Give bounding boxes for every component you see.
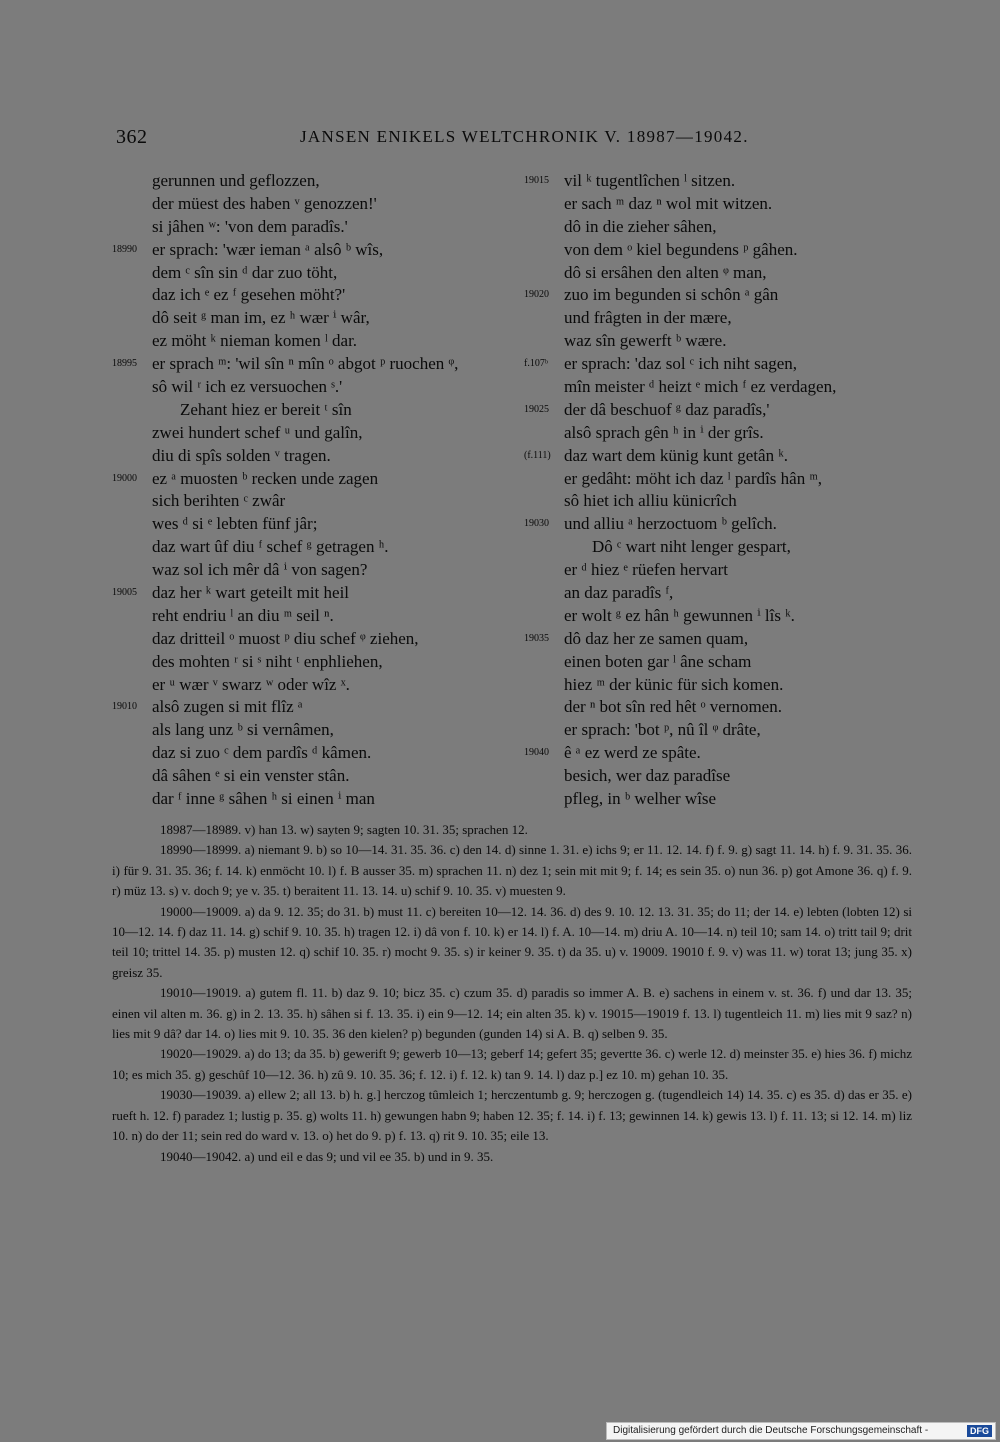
verse-text: pfleg, in ᵇ welher wîse — [564, 789, 717, 809]
dfg-logo: DFG — [967, 1425, 992, 1437]
line-number: 19015 — [524, 175, 549, 186]
verse-line — [112, 628, 512, 651]
verse-text: als lang unz ᵇ si vernâmen, — [152, 720, 334, 740]
verse-line — [524, 445, 924, 468]
verse-line — [524, 422, 924, 445]
verse-text: zwei hundert schef ᵘ und galîn, — [152, 422, 363, 442]
verse-text: dô in die zieher sâhen, — [564, 216, 717, 236]
verse-text: er sprach: 'bot ᵖ, nû îl ᵠ drâte, — [564, 720, 761, 740]
verse-text: waz sîn gewerft ᵇ wære. — [564, 331, 727, 351]
verse-text: alsô zugen si mit flîz ᵃ — [152, 697, 303, 717]
verse-line — [524, 719, 924, 742]
verse-line — [112, 330, 512, 353]
verse-text: reht endriu ˡ an diu ᵐ seil ⁿ. — [152, 605, 334, 625]
verse-line — [112, 651, 512, 674]
line-number: 19035 — [524, 632, 549, 644]
verse-text: daz si zuo ᶜ dem pardîs ᵈ kâmen. — [152, 743, 372, 763]
note-paragraph: 18987—18989. v) han 13. w) sayten 9; sagten 10. 31. 35; sprachen 12. — [160, 822, 528, 837]
verse-text: daz ich ᵉ ez ᶠ gesehen möht?' — [152, 285, 346, 305]
verse-line — [524, 788, 924, 811]
note-paragraph: 19010—19019. a) gutem fl. 11. b) daz 9. 10; bicz 35. c) czum 35. d) paradis so immer A. B. e) sachens in einem v. st. 36. f) und dar 13. 35; einen vil alten m. 36. g) in 2. 13. 35. h) sâhen si f. 13. 35. i) ein 9—12. 14; ein alten 35. k) v. 19015—19019 f. 13. l) tugentleich 11. m) lies mit 9 saz? n) lies mit 9 dâ? dar 14. o) lies mit 9. 10. 35. 36 den kielen? p) begunden (gunden 14) si A. B. q) selben 9. 35. — [112, 985, 912, 1042]
verse-text: einen boten gar ˡ âne scham — [564, 651, 752, 671]
verse-text: alsô sprach gên ʰ in ⁱ der grîs. — [564, 422, 764, 442]
line-number: f.107ᵇ — [524, 358, 548, 370]
verse-text: zuo im begunden si schôn ᵃ gân — [564, 285, 779, 305]
verse-line — [112, 559, 512, 582]
verse-line — [112, 513, 512, 536]
verse-text: waz sol ich mêr dâ ⁱ von sagen? — [152, 560, 368, 580]
verse-line — [112, 605, 512, 628]
line-number: 18990 — [112, 243, 137, 255]
verse-text: und frâgten in der mære, — [564, 308, 732, 328]
verse-line — [524, 330, 924, 353]
verse-line — [112, 399, 512, 422]
verse-line — [524, 696, 924, 719]
verse-text: er sprach: 'daz sol ᶜ ich niht sagen, — [564, 354, 798, 374]
line-number: 19030 — [524, 518, 549, 530]
verse-text: er gedâht: möht ich daz ˡ pardîs hân ᵐ, — [564, 468, 823, 488]
verse-line — [524, 674, 924, 697]
verse-line — [112, 216, 512, 239]
verse-text: mîn meister ᵈ heizt ᵉ mich ᶠ ez verdagen, — [564, 377, 837, 397]
verse-line — [112, 307, 512, 330]
verse-line — [112, 468, 512, 491]
verse-line — [524, 765, 924, 788]
verse-line — [524, 513, 924, 536]
verse-text: Dô ᶜ wart niht lenger gespart, — [592, 537, 791, 557]
apparatus-notes — [112, 820, 912, 1167]
verse-line — [112, 719, 512, 742]
verse-line — [112, 788, 512, 811]
verse-line — [112, 170, 512, 193]
verse-text: si jâhen ʷ: 'von dem paradîs.' — [152, 216, 348, 236]
verse-text: ê ᵃ ez werd ze spâte. — [564, 743, 701, 763]
verse-text: daz her ᵏ wart geteilt mit heil — [152, 583, 350, 603]
verse-text: dô seit ᵍ man im, ez ʰ wær ⁱ wâr, — [152, 308, 370, 328]
verse-text: dem ᶜ sîn sin ᵈ dar zuo töht, — [152, 262, 338, 282]
verse-line — [524, 307, 924, 330]
verse-text: er sprach ᵐ: 'wil sîn ⁿ mîn ᵒ abgot ᵖ ruochen ᵠ, — [152, 354, 459, 374]
verse-line — [524, 559, 924, 582]
line-number: 18995 — [112, 358, 137, 370]
verse-line — [112, 582, 512, 605]
verse-text: vil ᵏ tugentlîchen ˡ sitzen. — [564, 171, 736, 190]
line-number: 19040 — [524, 747, 549, 759]
verse-text: des mohten ʳ si ˢ niht ᵗ enphliehen, — [152, 651, 383, 671]
verse-text: er wolt ᵍ ez hân ʰ gewunnen ⁱ lîs ᵏ. — [564, 605, 795, 625]
line-number: 19025 — [524, 403, 549, 415]
verse-text: er sprach: 'wær ieman ᵃ alsô ᵇ wîs, — [152, 239, 384, 259]
verse-line — [112, 765, 512, 788]
verse-line — [112, 696, 512, 719]
verse-line — [524, 742, 924, 765]
digitization-footer — [606, 1422, 996, 1440]
verse-text: hiez ᵐ der künic für sich komen. — [564, 674, 784, 694]
page-header — [0, 126, 1000, 150]
verse-line — [112, 262, 512, 285]
footer-text: Digitalisierung gefördert durch die Deutsche Forschungsgemeinschaft - — [613, 1425, 929, 1436]
verse-text: er ᵈ hiez ᵉ rüefen hervart — [564, 560, 728, 580]
verse-text: sô wil ʳ ich ez versuochen ˢ.' — [152, 377, 343, 397]
line-number: 19005 — [112, 587, 137, 599]
line-number: 19020 — [524, 289, 549, 301]
verse-text: dô daz her ze samen quam, — [564, 628, 749, 648]
verse-text: gerunnen und geflozzen, — [152, 171, 320, 190]
line-number: 19000 — [112, 472, 137, 484]
verse-text: dô si ersâhen den alten ᵠ man, — [564, 262, 767, 282]
verse-line — [524, 399, 924, 422]
running-title: JANSEN ENIKELS WELTCHRONIK V. 18987—19042. — [300, 127, 749, 146]
verse-line — [112, 742, 512, 765]
verse-line — [524, 353, 924, 376]
verse-line — [524, 193, 924, 216]
verse-line — [524, 239, 924, 262]
verse-line — [112, 353, 512, 376]
verse-line — [524, 216, 924, 239]
verse-text: und alliu ᵃ herzoctuom ᵇ gelîch. — [564, 514, 777, 534]
verse-line — [112, 422, 512, 445]
verse-line — [524, 490, 924, 513]
verse-text: von dem ᵒ kiel begundens ᵖ gâhen. — [564, 239, 798, 259]
verse-line — [112, 674, 512, 697]
line-number: 19010 — [112, 701, 137, 713]
verse-column-right — [524, 170, 924, 811]
verse-line — [524, 605, 924, 628]
verse-line — [112, 376, 512, 399]
verse-text: der ⁿ bot sîn red hêt ᵒ vernomen. — [564, 697, 782, 717]
verse-line — [524, 284, 924, 307]
verse-text: wes ᵈ si ᵉ lebten fünf jâr; — [152, 514, 318, 534]
verse-line — [524, 262, 924, 285]
verse-text: er ᵘ wær ᵛ swarz ʷ oder wîz ˣ. — [152, 674, 350, 694]
verse-text: daz wart dem künig kunt getân ᵏ. — [564, 445, 788, 465]
verse-line — [524, 468, 924, 491]
verse-text: daz dritteil ᵒ muost ᵖ diu schef ᵠ ziehen, — [152, 628, 419, 648]
verse-text: besich, wer daz paradîse — [564, 766, 731, 786]
note-paragraph: 19030—19039. a) ellew 2; all 13. b) h. g.] herczog tûmleich 1; herczentumb g. 9; herczogen g. (tugendleich 14) 14. 35. c) es 35. d) das er 35. e) rueft h. 12. f) paradez 1; lustig p. 35. g) wolts 11. h) gewungen habn 9; haben 12. 35; f. 14. i) f. 13; gewinnen 14. k) gewis 13. l) f. 11. 13; si 12. 14. m) liz 10. n) do der 11; sein red do ward v. 13. o) het do 9. p) f. 13. q) rit 9. 10. 35; eile 13. — [112, 1087, 912, 1144]
verse-text: an daz paradîs ᶠ, — [564, 583, 674, 603]
verse-text: ez ᵃ muosten ᵇ recken unde zagen — [152, 468, 379, 488]
verse-text: Zehant hiez er bereit ᵗ sîn — [180, 399, 352, 419]
note-paragraph: 19000—19009. a) da 9. 12. 35; do 31. b) must 11. c) bereiten 10—12. 14. 36. d) des 9. 10. 12. 13. 31. 35; do 11; der 14. e) lebten (lobten 12) si 10—12. 14. f) daz 11. 14. g) schif 9. 10. 35. h) tragen 12. i) dâ von f. 10. k) er 14. l) f. A. 10—14. m) driu A. 10—14. n) teil 10; sam 14. o) tritt tail 9; drit teil 10; trittel 14. 35. p) musten 12. q) schif 10. 35. r) mocht 9. 35. s) ir keiner 9. 35. t) da 35. u) v. 19009. 19010 f. 9. v) was 11. w) torat 13; jung 35. x) greisz 35. — [112, 903, 912, 980]
verse-line — [524, 536, 924, 559]
verse-line — [112, 239, 512, 262]
verse-text: er sach ᵐ daz ⁿ wol mit witzen. — [564, 193, 773, 213]
verse-line — [112, 445, 512, 468]
verse-text: dâ sâhen ᵉ si ein venster stân. — [152, 766, 350, 786]
verse-text: sô hiet ich alliu künicrîch — [564, 491, 737, 511]
verse-text: ez möht ᵏ nieman komen ˡ dar. — [152, 331, 358, 351]
verse-text: diu di spîs solden ᵛ tragen. — [152, 445, 331, 465]
note-paragraph: 19040—19042. a) und eil e das 9; und vil ee 35. b) und in 9. 35. — [160, 1148, 494, 1164]
verse-text: dar ᶠ inne ᵍ sâhen ʰ si einen ⁱ man — [152, 789, 375, 809]
verse-line — [524, 376, 924, 399]
verse-line — [524, 170, 924, 193]
verse-line — [524, 628, 924, 651]
verse-text: sich berihten ᶜ zwâr — [152, 491, 286, 511]
verse-text: daz wart ûf diu ᶠ schef ᵍ getragen ʰ. — [152, 537, 389, 557]
verse-line — [112, 490, 512, 513]
page-number: 362 — [116, 126, 148, 148]
line-number: (f.111) — [524, 449, 551, 461]
verse-line — [524, 651, 924, 674]
verse-column-left — [112, 170, 512, 811]
note-paragraph: 19020—19029. a) do 13; da 35. b) gewerift 9; gewerb 10—13; geberf 14; gefert 35; gevertte 36. c) werle 12. d) meinster 35. e) hies 36. f) michz 10; es mich 35. g) geschûf 10—12. 36. h) zû 9. 10. 35. 36; f. 12. i) f. 12. k) tan 9. 14. l) daz p.] ez 10. m) gehan 10. 35. — [112, 1046, 912, 1082]
verse-text: der müest des haben ᵛ genozzen!' — [152, 193, 377, 213]
verse-text: der dâ beschuof ᵍ daz paradîs,' — [564, 399, 770, 419]
verse-line — [112, 284, 512, 307]
verse-line — [112, 193, 512, 216]
verse-line — [524, 582, 924, 605]
verse-line — [112, 536, 512, 559]
note-paragraph: 18990—18999. a) niemant 9. b) so 10—14. 31. 35. 36. c) den 14. d) sinne 1. 31. e) ichs 9; er 11. 12. 14. f) f. 9. g) sagt 11. 14. h) f. 9. 31. 35. 36. i) für 9. 31. 35. 36; f. 14. k) enmöcht 10. l) f. B ausser 35. m) sprachen 11. n) dez 1; sein mit mit 9; f. 14; es sein 35. o) nun 36. p) got Amone 36. q) f. 9. r) müz 13. s) v. doch 9; ye v. 35. t) beraitent 11. 13. 14. u) schif 9. 10. 35. v) muesten 9. — [112, 842, 912, 899]
